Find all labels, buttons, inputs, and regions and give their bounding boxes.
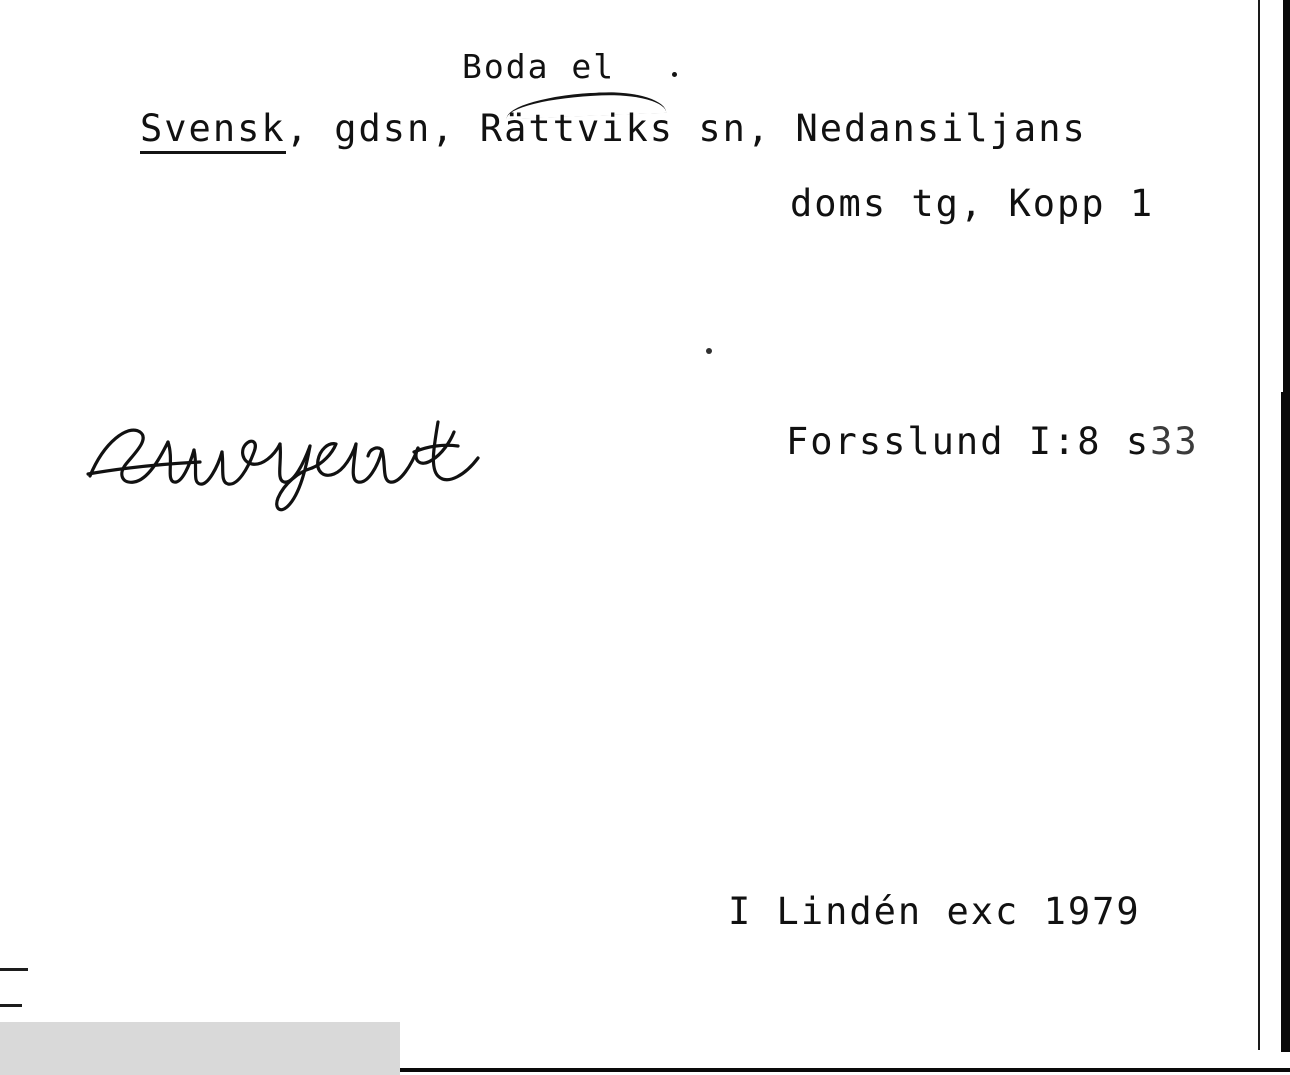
ink-dot-mark [672,72,677,77]
left-edge-mark-lower [0,1004,22,1007]
locality-line-1-rest: , gdsn, Rättviks sn, Nedansiljans [285,107,1087,150]
scan-edge-shadow-upper [1283,0,1290,392]
scan-edge-shadow-lower [1281,392,1290,1052]
language-label: Svensk [140,107,286,154]
source-reference [786,420,1199,463]
left-edge-mark-upper [0,968,28,971]
card-right-edge-line [1258,0,1260,1050]
handwritten-correction-boda-el: Boda el [462,47,616,86]
locality-line-2: doms tg, Kopp 1 [790,182,1155,225]
source-reference-page: 33 [1150,420,1199,463]
card-bottom-edge-line [396,1068,1290,1072]
scan-background-patch [0,1022,400,1075]
handwritten-headword-svenskpojke [82,398,502,518]
source-reference-text: Forsslund I:8 s [786,420,1151,463]
excerptor-footer: I Lindén exc 1979 [728,890,1141,933]
stray-ink-dot [706,348,712,354]
locality-line-1 [140,107,1087,150]
